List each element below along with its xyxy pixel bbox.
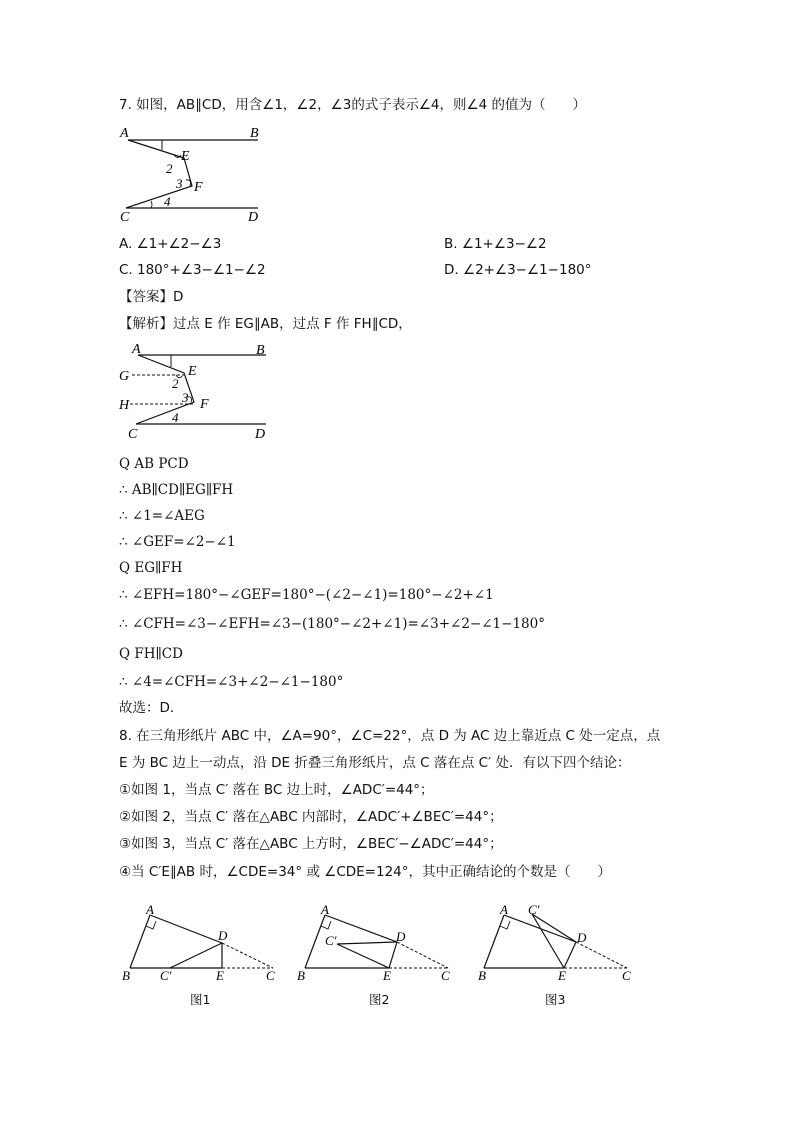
q7-fig2-label-D: D	[255, 427, 266, 442]
q7-option-c[interactable]: C. 180°+∠3−∠1−∠2	[119, 262, 266, 278]
q7-answer: 【答案】D	[119, 289, 184, 305]
q7-fig1-label-F: F	[194, 180, 203, 195]
q7-step-6: ∴ ∠EFH=180°−∠GEF=180°−(∠2−∠1)=180°−∠2+∠1	[119, 587, 494, 603]
q7-fig2-label-H: H	[119, 398, 130, 413]
q8-fig3-label-D: D	[577, 930, 587, 945]
q7-fig1-angle-3: 3	[176, 176, 183, 191]
q8-fig1-label-B: B	[122, 968, 130, 982]
q8-statement-2: ②如图 2，当点 C′ 落在△ABC 内部时，∠ADC′+∠BEC′=44°；	[119, 809, 503, 825]
q7-conclusion: 故选：D．	[119, 700, 184, 716]
q7-analysis-diagram	[116, 340, 286, 444]
q7-stem: 7. 如图，AB∥CD，用含∠1，∠2，∠3的式子表示∠4，则∠4 的值为（ ）	[119, 97, 586, 113]
q7-option-b[interactable]: B. ∠1+∠3−∠2	[444, 236, 547, 252]
q8-line-1: 8. 在三角形纸片 ABC 中，∠A=90°，∠C=22°，点 D 为 AC 边上靠近点 C 处一定点，点	[119, 728, 661, 744]
q7-fig1-label-B: B	[250, 126, 259, 141]
q7-fig1-angle-4: 4	[164, 194, 171, 209]
q8-line-2: E 为 BC 边上一动点，沿 DE 折叠三角形纸片，点 C 落在点 C′ 处．有以下四个结论：	[119, 755, 631, 771]
q7-option-d[interactable]: D. ∠2+∠3−∠1−180°	[444, 262, 592, 278]
q8-fig2-label-C: C	[441, 968, 450, 982]
q8-statement-4: ④当 C′E∥AB 时，∠CDE=34° 或 ∠CDE=124°，其中正确结论的个数是（ ）	[119, 864, 612, 880]
q8-caption-3: 图3	[545, 992, 566, 1007]
q7-step-1: Q AB PCD	[119, 456, 189, 472]
q8-fig1-label-C: C	[266, 968, 275, 982]
q7-fig1-label-C: C	[120, 210, 130, 222]
q8-fig1-label-D: D	[218, 928, 228, 943]
q7-step-4: ∴ ∠GEF=∠2−∠1	[119, 534, 236, 550]
q8-fig3-label-C: C	[622, 968, 631, 982]
q8-fig2-label-B: B	[297, 968, 305, 982]
q7-step-7: ∴ ∠CFH=∠3−∠EFH=∠3−(180°−∠2+∠1)=∠3+∠2−∠1−180°	[119, 616, 545, 632]
q7-step-2: ∴ AB∥CD∥EG∥FH	[119, 482, 234, 498]
q7-fig2-label-B: B	[256, 343, 265, 358]
q7-analysis: 【解析】过点 E 作 EG∥AB，过点 F 作 FH∥CD，	[119, 316, 412, 332]
q7-fig1-label-A: A	[120, 126, 129, 141]
q8-fig3-diagram	[472, 902, 642, 982]
q8-fig3-label-Cprime: C′	[528, 902, 540, 917]
q8-statement-3: ③如图 3，当点 C′ 落在△ABC 上方时，∠BEC′−∠ADC′=44°；	[119, 836, 503, 852]
q7-step-8: Q FH∥CD	[119, 646, 183, 662]
q8-fig1-label-A: A	[146, 902, 154, 917]
q8-fig3-label-B: B	[478, 968, 486, 982]
q7-fig2-label-C: C	[128, 427, 138, 442]
q7-step-5: Q EG∥FH	[119, 560, 183, 576]
q7-fig2-angle-2: 2	[172, 376, 179, 391]
q7-fig1-label-D: D	[248, 210, 259, 222]
q7-fig1-label-E: E	[181, 149, 190, 164]
q8-fig2-label-D: D	[396, 929, 406, 944]
q8-fig1-label-E: E	[216, 968, 224, 982]
q8-fig2-label-A: A	[321, 902, 329, 917]
q7-option-a[interactable]: A. ∠1+∠2−∠3	[119, 236, 222, 252]
q7-step-9: ∴ ∠4=∠CFH=∠3+∠2−∠1−180°	[119, 674, 344, 690]
q7-fig2-label-G: G	[119, 369, 130, 384]
q7-diagram	[118, 122, 278, 222]
q7-fig2-label-E: E	[188, 364, 197, 379]
q8-fig2-label-E: E	[383, 968, 391, 982]
q7-step-3: ∴ ∠1=∠AEG	[119, 508, 205, 524]
q7-fig2-label-A: A	[132, 342, 141, 357]
q8-fig3-label-A: A	[500, 902, 508, 917]
q7-fig1-angle-2: 2	[166, 161, 173, 176]
q8-fig2-label-Cprime: C′	[325, 933, 337, 948]
q8-caption-1: 图1	[190, 992, 211, 1007]
q7-fig2-label-F: F	[200, 397, 209, 412]
q8-statement-1: ①如图 1，当点 C′ 落在 BC 边上时，∠ADC′=44°；	[119, 782, 434, 798]
q7-fig2-angle-4: 4	[172, 410, 179, 425]
q8-caption-2: 图2	[369, 992, 390, 1007]
q8-fig3-label-E: E	[558, 968, 566, 982]
q8-fig2-diagram	[293, 902, 463, 982]
q8-fig1-label-Cprime: C′	[160, 968, 172, 982]
q7-fig2-angle-3: 3	[182, 390, 189, 405]
q8-fig1-diagram	[118, 902, 288, 982]
